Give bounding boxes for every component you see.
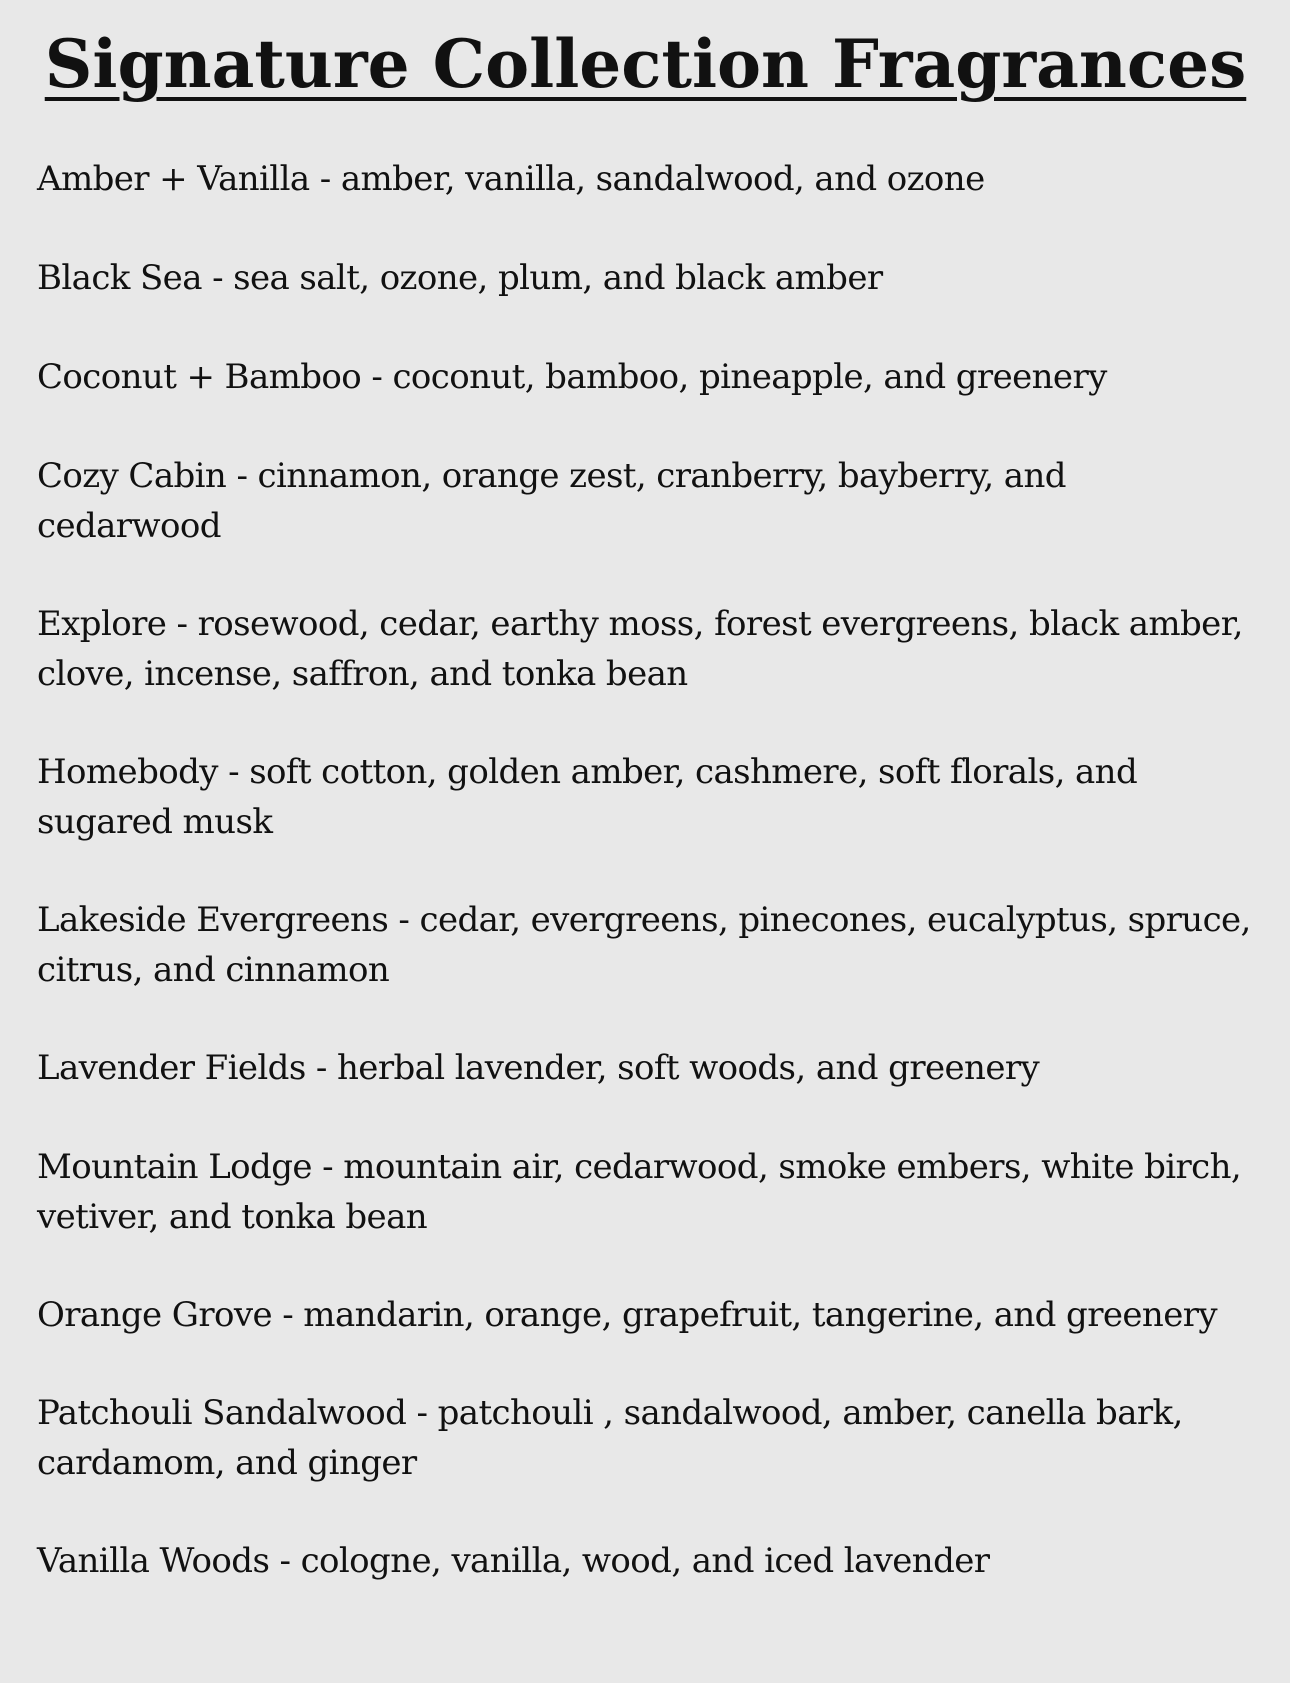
fragrance-item: Orange Grove - mandarin, orange, grapefruit, tangerine, and greenery <box>37 1295 1217 1335</box>
fragrance-item: Amber + Vanilla - amber, vanilla, sandalwood, and ozone <box>37 159 985 199</box>
fragrance-item: Mountain Lodge - mountain air, cedarwood, smoke embers, white birch, vetiver, and tonka bean <box>37 1147 1242 1237</box>
fragrance-item: Cozy Cabin - cinnamon, orange zest, cranberry, bayberry, and cedarwood <box>37 456 1066 546</box>
fragrance-item: Lavender Fields - herbal lavender, soft woods, and greenery <box>37 1048 1040 1088</box>
fragrance-item: Black Sea - sea salt, ozone, plum, and black amber <box>37 258 883 298</box>
fragrance-item: Coconut + Bamboo - coconut, bamboo, pineapple, and greenery <box>37 357 1107 397</box>
page-title: Signature Collection Fragrances <box>44 25 1247 103</box>
fragrance-item: Lakeside Evergreens - cedar, evergreens, pinecones, eucalyptus, spruce, citrus, and cinnamon <box>37 900 1251 990</box>
fragrance-item: Homebody - soft cotton, golden amber, cashmere, soft florals, and sugared musk <box>37 752 1138 842</box>
fragrance-item: Explore - rosewood, cedar, earthy moss, forest evergreens, black amber, clove, incense, saffron, and tonka bean <box>37 604 1243 694</box>
fragrance-item: Vanilla Woods - cologne, vanilla, wood, and iced lavender <box>37 1541 990 1581</box>
fragrance-list <box>37 154 1254 1635</box>
fragrance-item: Patchouli Sandalwood - patchouli , sandalwood, amber, canella bark, cardamom, and ginger <box>37 1393 1183 1483</box>
